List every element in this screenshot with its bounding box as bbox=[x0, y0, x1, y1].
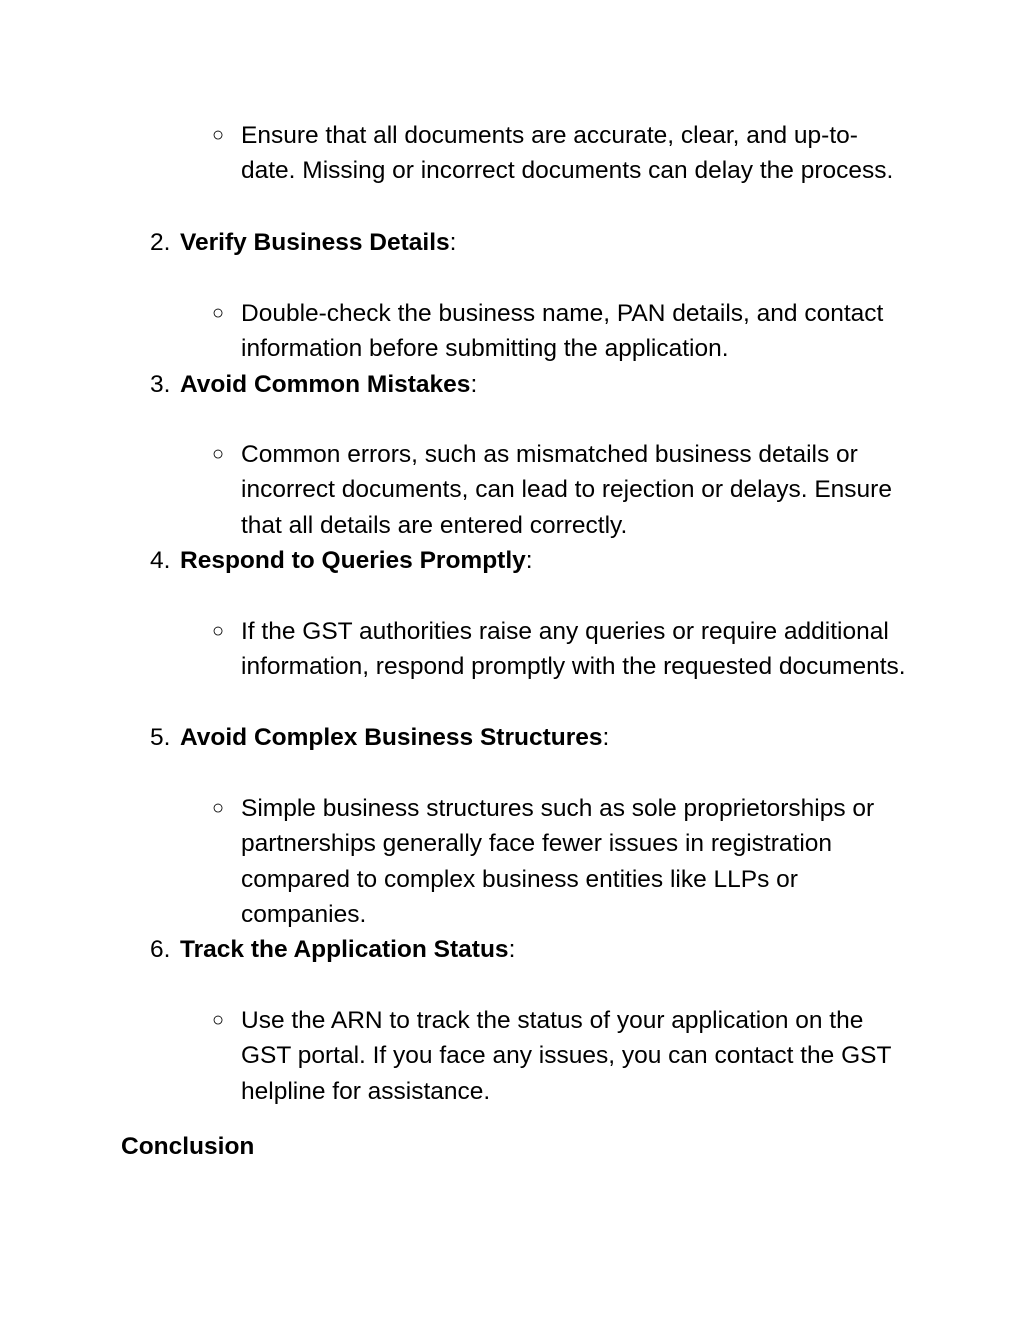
item-number: 5. bbox=[150, 724, 171, 751]
bullet-glyph: ○ bbox=[212, 797, 225, 819]
item-number: 2. bbox=[150, 229, 171, 256]
bullet-glyph: ○ bbox=[212, 1009, 225, 1031]
bullet-glyph: ○ bbox=[212, 443, 225, 465]
item-title: Track the Application Status bbox=[180, 936, 509, 963]
list-item-5 bbox=[150, 720, 609, 755]
bullet-text: Use the ARN to track the status of your application on the GST portal. If you face any issues, you can contact the GST helpline for assistance. bbox=[241, 1007, 892, 1105]
item-title: Respond to Queries Promptly bbox=[180, 547, 526, 574]
item-number: 4. bbox=[150, 547, 171, 574]
item-suffix: : bbox=[470, 371, 478, 398]
list-item-2 bbox=[150, 225, 456, 260]
conclusion-heading: Conclusion bbox=[121, 1133, 255, 1160]
bullet-glyph: ○ bbox=[212, 620, 225, 642]
bullet-glyph: ○ bbox=[212, 124, 225, 146]
bullet-text: Common errors, such as mismatched business details or incorrect documents, can lead to rejection or delays. Ensure that all details are entered correctly. bbox=[241, 441, 892, 539]
item-title: Verify Business Details bbox=[180, 229, 450, 256]
bullet-text: Ensure that all documents are accurate, clear, and up-to-date. Missing or incorrect documents can delay the process. bbox=[241, 122, 894, 185]
item-suffix: : bbox=[525, 547, 533, 574]
item-title: Avoid Common Mistakes bbox=[180, 371, 471, 398]
item-suffix: : bbox=[602, 724, 610, 751]
item-number: 6. bbox=[150, 936, 171, 963]
item-suffix: : bbox=[508, 936, 516, 963]
bullet-text: Double-check the business name, PAN details, and contact information before submitting the application. bbox=[241, 300, 884, 363]
item-suffix: : bbox=[449, 229, 457, 256]
list-item-6 bbox=[150, 932, 515, 967]
list-item-4 bbox=[150, 543, 533, 578]
bullet-text: If the GST authorities raise any queries or require additional information, respond promptly with the requested documents. bbox=[241, 618, 906, 681]
bullet-text: Simple business structures such as sole proprietorships or partnerships generally face fewer issues in registration compared to complex business entities like LLPs or companies. bbox=[241, 795, 875, 928]
list-item-3 bbox=[150, 367, 477, 402]
bullet-glyph: ○ bbox=[212, 302, 225, 324]
item-number: 3. bbox=[150, 371, 171, 398]
item-title: Avoid Complex Business Structures bbox=[180, 724, 603, 751]
